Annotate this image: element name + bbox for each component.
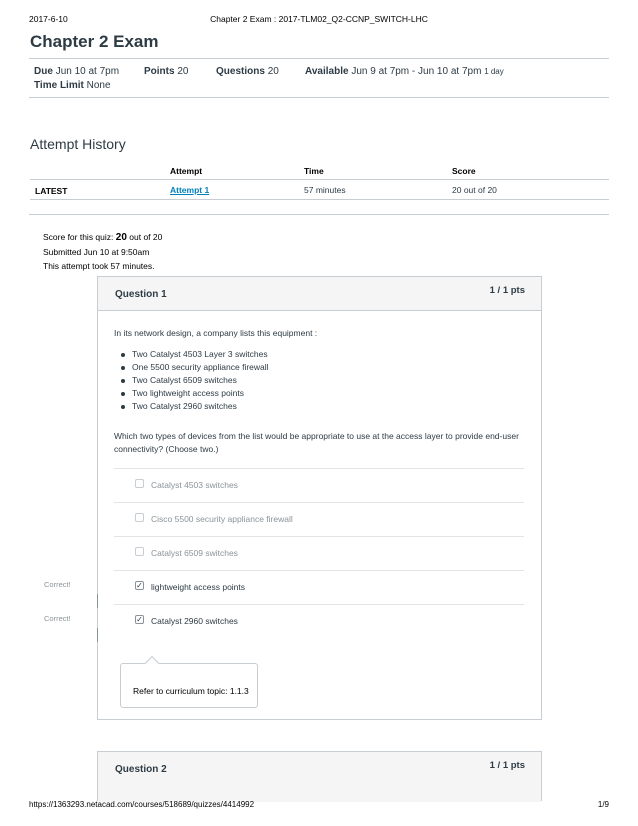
attempt-history-title: Attempt History (30, 136, 126, 152)
footer-url: https://1363293.netacad.com/courses/518689/quizzes/4414992 (29, 800, 255, 809)
divider (29, 214, 609, 215)
answer-label: Catalyst 6509 switches (151, 548, 238, 558)
attempt-history-table (30, 163, 609, 200)
answer-option[interactable] (114, 468, 524, 502)
correct-marker (97, 594, 98, 608)
question-intro: In its network design, a company lists this equipment : (114, 328, 318, 338)
answer-option[interactable] (114, 536, 524, 570)
equipment-list (120, 349, 269, 414)
feedback-text: Refer to curriculum topic: 1.1.3 (133, 686, 249, 696)
divider (30, 199, 609, 200)
attempt-time: 57 minutes (304, 185, 346, 195)
question-points: 1 / 1 pts (489, 285, 525, 296)
available-duration: 1 day (484, 67, 504, 76)
table-row (30, 180, 609, 199)
question-header (98, 752, 541, 802)
answer-label: Cisco 5500 security appliance firewall (151, 514, 293, 524)
correct-marker (97, 628, 98, 642)
answer-label: Catalyst 4503 switches (151, 480, 238, 490)
question-title: Question 1 (115, 289, 167, 300)
answer-option[interactable] (114, 570, 524, 604)
time-limit-label: Time Limit (34, 80, 84, 91)
page-number: 1/9 (597, 800, 609, 809)
table-header-row (30, 163, 609, 179)
divider (29, 58, 609, 59)
score-line (43, 230, 162, 245)
header-time: Time (304, 166, 324, 176)
available-value: Jun 9 at 7pm - Jun 10 at 7pm (351, 66, 482, 77)
questions-label: Questions (216, 66, 265, 77)
duration-line: This attempt took 57 minutes. (43, 261, 155, 271)
attempt-link[interactable]: Attempt 1 (170, 185, 210, 195)
divider (29, 97, 609, 98)
checkbox-icon[interactable] (135, 513, 144, 522)
list-item: Two Catalyst 2960 switches (120, 401, 269, 414)
answer-label: Catalyst 2960 switches (151, 616, 238, 626)
header-attempt: Attempt (170, 166, 203, 176)
score-suffix: out of 20 (129, 232, 163, 242)
score-value: 20 (115, 232, 127, 243)
correct-tag: Correct! (44, 614, 71, 623)
print-date: 2017-6-10 (29, 14, 68, 24)
due-label: Due (34, 66, 53, 77)
list-item: Two Catalyst 4503 Layer 3 switches (120, 349, 269, 362)
checkbox-icon[interactable] (135, 479, 144, 488)
question-1-card (97, 276, 542, 720)
score-prefix: Score for this quiz: (43, 232, 114, 242)
question-title: Question 2 (115, 764, 167, 775)
quiz-summary (43, 230, 162, 273)
answer-label: lightweight access points (151, 582, 246, 592)
list-item: Two Catalyst 6509 switches (120, 375, 269, 388)
answer-option[interactable] (114, 502, 524, 536)
questions-value: 20 (267, 66, 279, 77)
feedback-bubble (120, 663, 258, 708)
answer-list (114, 468, 524, 638)
question-points: 1 / 1 pts (489, 760, 525, 771)
quiz-details (34, 66, 554, 94)
available-label: Available (305, 66, 349, 77)
time-limit-value: None (86, 80, 111, 91)
points-value: 20 (177, 66, 189, 77)
header-score: Score (452, 166, 476, 176)
list-item: Two lightweight access points (120, 388, 269, 401)
question-header (98, 277, 541, 311)
points-label: Points (144, 66, 175, 77)
answer-option[interactable] (114, 604, 524, 638)
correct-tag: Correct! (44, 580, 71, 589)
checkbox-checked-icon[interactable]: ✓ (136, 581, 143, 590)
due-value: Jun 10 at 7pm (55, 66, 120, 77)
checkbox-icon[interactable] (135, 547, 144, 556)
print-title: Chapter 2 Exam : 2017-TLM02_Q2-CCNP_SWITCH-LHC (210, 14, 428, 24)
question-prompt: Which two types of devices from the list would be appropriate to use at the access layer to provide end-user connectivity? (Choose two.) (114, 431, 519, 454)
page-title: Chapter 2 Exam (30, 32, 159, 51)
attempt-score: 20 out of 20 (452, 185, 497, 195)
latest-tag: LATEST (35, 186, 68, 196)
print-header (29, 14, 609, 26)
question-2-card (97, 751, 542, 801)
list-item: One 5500 security appliance firewall (120, 362, 269, 375)
checkbox-checked-icon[interactable]: ✓ (136, 615, 143, 624)
submitted-line: Submitted Jun 10 at 9:50am (43, 247, 150, 257)
